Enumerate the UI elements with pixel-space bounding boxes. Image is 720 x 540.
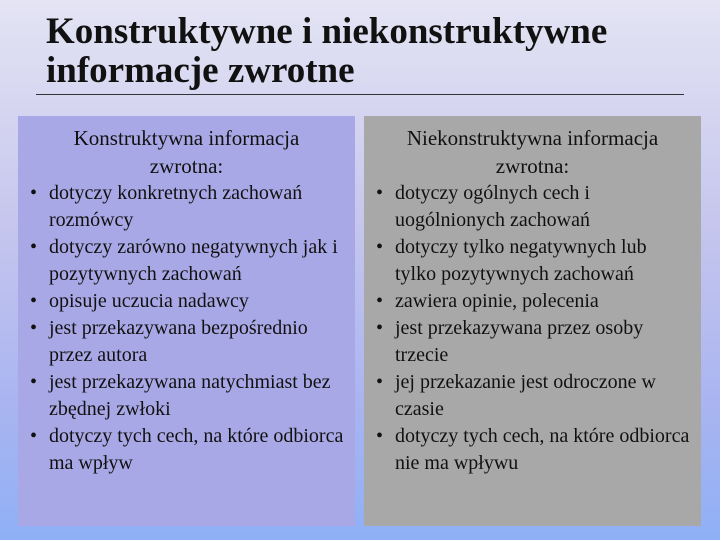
nonconstructive-heading (374, 124, 691, 180)
list-item (374, 369, 691, 423)
bullet-icon: • (30, 290, 38, 312)
bullet-icon: • (376, 371, 384, 393)
bullet-icon: • (376, 236, 384, 258)
bullet-icon: • (376, 317, 384, 339)
bullet-icon: • (376, 182, 384, 204)
list-item (28, 369, 345, 423)
list-item (28, 234, 345, 288)
bullet-icon: • (376, 290, 384, 312)
nonconstructive-feedback-panel (364, 116, 701, 526)
list-item (374, 423, 691, 477)
list-item (28, 315, 345, 369)
list-item-text: dotyczy zarówno negatywnych jak i pozytywnych zachowań (49, 236, 338, 285)
list-item-text: dotyczy konkretnych zachowań rozmówcy (49, 182, 303, 231)
bullet-icon: • (30, 236, 38, 258)
list-item-text: jej przekazanie jest odroczone w czasie (395, 371, 656, 420)
list-item (374, 234, 691, 288)
title-underline (36, 94, 684, 95)
list-item (374, 180, 691, 234)
list-item-text: dotyczy tych cech, na które odbiorca ma wpływ (49, 425, 344, 474)
list-item-text: dotyczy tylko negatywnych lub tylko pozytywnych zachowań (395, 236, 647, 285)
bullet-icon: • (30, 425, 38, 447)
constructive-feedback-panel (18, 116, 355, 526)
constructive-heading-line-1: Konstruktywna informacja (73, 126, 300, 150)
bullet-icon: • (376, 425, 384, 447)
constructive-heading-line-2: zwrotna: (149, 154, 224, 178)
nonconstructive-heading-line-1: Niekonstruktywna informacja (406, 126, 659, 150)
list-item (28, 180, 345, 234)
list-item-text: dotyczy ogólnych cech i uogólnionych zachowań (395, 182, 590, 231)
bullet-icon: • (30, 317, 38, 339)
constructive-heading (28, 124, 345, 180)
nonconstructive-list (374, 180, 691, 477)
list-item-text: jest przekazywana natychmiast bez zbędnej zwłoki (49, 371, 331, 420)
list-item (28, 423, 345, 477)
list-item-text: jest przekazywana przez osoby trzecie (395, 317, 644, 366)
slide-title-line-1: Konstruktywne i niekonstruktywne (46, 11, 608, 52)
bullet-icon: • (30, 182, 38, 204)
constructive-list (28, 180, 345, 477)
list-item-text: jest przekazywana bezpośrednio przez autora (49, 317, 308, 366)
list-item (374, 288, 691, 315)
list-item (374, 315, 691, 369)
list-item (28, 288, 345, 315)
list-item-text: dotyczy tych cech, na które odbiorca nie ma wpływu (395, 425, 690, 474)
nonconstructive-heading-line-2: zwrotna: (495, 154, 570, 178)
list-item-text: zawiera opinie, polecenia (395, 290, 599, 312)
slide-title-line-2: informacje zwrotne (46, 50, 355, 91)
slide-title (46, 12, 706, 90)
list-item-text: opisuje uczucia nadawcy (49, 290, 249, 312)
bullet-icon: • (30, 371, 38, 393)
